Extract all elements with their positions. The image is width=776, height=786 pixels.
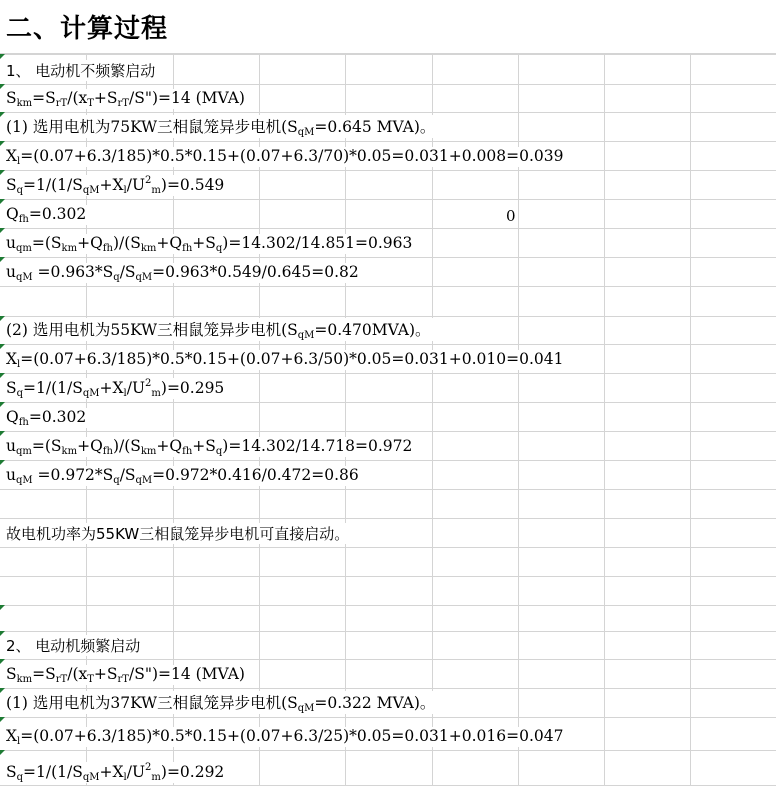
- sheet-row[interactable]: [0, 228, 776, 257]
- cell-indicator-icon: [0, 659, 5, 664]
- sheet-row[interactable]: [0, 659, 776, 688]
- sheet-row[interactable]: [0, 257, 776, 286]
- cell-indicator-icon: [0, 112, 5, 117]
- cell-text: $S_q=1/(1/S_{qM}+X_l/U^2_m)=0.292$: [6, 762, 225, 783]
- cell-text: $u_{qm}=(S_{km}+Q_{fh})/(S_{km}+Q_{fh}+S_q)=14.302/14.851=0.963$: [6, 234, 413, 254]
- cell-text: $X_l=(0.07+6.3/185)*0.5*0.15+(0.07+6.3/50)*0.05=0.031+0.010=0.041$: [6, 350, 564, 370]
- sheet-row[interactable]: [0, 112, 776, 141]
- cell-indicator-icon: [0, 316, 5, 321]
- cell-indicator-icon: [0, 605, 5, 610]
- sheet-row[interactable]: [0, 402, 776, 431]
- sheet-row[interactable]: [0, 717, 776, 750]
- cell-text: $S_{km}=S_{rT}/(x_T+S_{rT}/S")=14$ (MVA): [6, 89, 245, 109]
- cell-value: 0: [506, 207, 516, 225]
- cell-text: 2、 电动机频繁启动: [6, 637, 141, 655]
- sheet-row[interactable]: [0, 547, 776, 576]
- cell-text: $u_{qm}=(S_{km}+Q_{fh})/(S_{km}+Q_{fh}+S_q)=14.302/14.718=0.972$: [6, 437, 413, 457]
- cell-indicator-icon: [0, 460, 5, 465]
- sheet-row[interactable]: [0, 750, 776, 786]
- sheet-row[interactable]: [0, 54, 776, 84]
- cell-indicator-icon: [0, 631, 5, 636]
- sheet-row[interactable]: [0, 460, 776, 489]
- cell-text: (1) 选用电机为37KW三相鼠笼异步电机($S_{qM}=0.322$ MVA)。: [6, 691, 437, 714]
- cell-text: 故电机功率为55KW三相鼠笼异步电机可直接启动。: [6, 525, 350, 543]
- cell-text: $S_{km}=S_{rT}/(x_T+S_{rT}/S")=14$ (MVA): [6, 665, 245, 685]
- sheet-row[interactable]: [0, 141, 776, 170]
- cell-indicator-icon: [0, 170, 5, 175]
- sheet-row[interactable]: [0, 431, 776, 460]
- cell-text: $S_q=1/(1/S_{qM}+X_l/U^2_m)=0.549$: [6, 175, 225, 196]
- cell-indicator-icon: [0, 688, 5, 693]
- cell-indicator-icon: [0, 402, 5, 407]
- sheet-row[interactable]: [0, 576, 776, 605]
- cell-indicator-icon: [0, 750, 5, 755]
- cell-indicator-icon: [0, 54, 5, 59]
- cell-text: 1、 电动机不频繁启动: [6, 62, 156, 80]
- sheet-row[interactable]: [0, 688, 776, 717]
- sheet-row[interactable]: [0, 170, 776, 199]
- cell-indicator-icon: [0, 84, 5, 89]
- title-row[interactable]: [0, 0, 776, 54]
- sheet-row[interactable]: [0, 84, 776, 112]
- cell-text: $u_{qM} =0.963*S_q/S_{qM}=0.963*0.549/0.645=0.82$: [6, 263, 359, 283]
- cell-text: $Q_{fh}=0.302$: [6, 205, 87, 225]
- cell-indicator-icon: [0, 373, 5, 378]
- sheet-row[interactable]: [0, 316, 776, 344]
- cell-indicator-icon: [0, 344, 5, 349]
- cell-text: $Q_{fh}=0.302$: [6, 408, 87, 428]
- page-title: 二、计算过程: [6, 14, 169, 44]
- sheet-row[interactable]: [0, 518, 776, 547]
- cell-indicator-icon: [0, 717, 5, 722]
- cell-indicator-icon: [0, 257, 5, 262]
- cell-text: $X_l=(0.07+6.3/185)*0.5*0.15+(0.07+6.3/25)*0.05=0.031+0.016=0.047$: [6, 727, 564, 747]
- cell-text: (2) 选用电机为55KW三相鼠笼异步电机$(S_{qM}=0.470MVA)$。: [6, 318, 433, 341]
- sheet-row[interactable]: [0, 286, 776, 316]
- sheet-row[interactable]: [0, 489, 776, 518]
- cell-text: $X_l=(0.07+6.3/185)*0.5*0.15+(0.07+6.3/70)*0.05=0.031+0.008=0.039$: [6, 147, 564, 167]
- sheet-row[interactable]: [0, 605, 776, 631]
- cell-text: (1) 选用电机为75KW三相鼠笼异步电机($S_{qM}=0.645$ MVA)。: [6, 115, 437, 138]
- cell-indicator-icon: [0, 228, 5, 233]
- sheet-row[interactable]: [0, 344, 776, 373]
- cell-indicator-icon: [0, 431, 5, 436]
- sheet-row[interactable]: [0, 373, 776, 402]
- cell-indicator-icon: [0, 141, 5, 146]
- sheet-row[interactable]: [0, 631, 776, 659]
- sheet-row[interactable]: [0, 199, 776, 228]
- cell-text: $S_q=1/(1/S_{qM}+X_l/U^2_m)=0.295$: [6, 378, 225, 399]
- cell-text: $u_{qM} =0.972*S_q/S_{qM}=0.972*0.416/0.472=0.86$: [6, 466, 359, 486]
- cell-indicator-icon: [0, 199, 5, 204]
